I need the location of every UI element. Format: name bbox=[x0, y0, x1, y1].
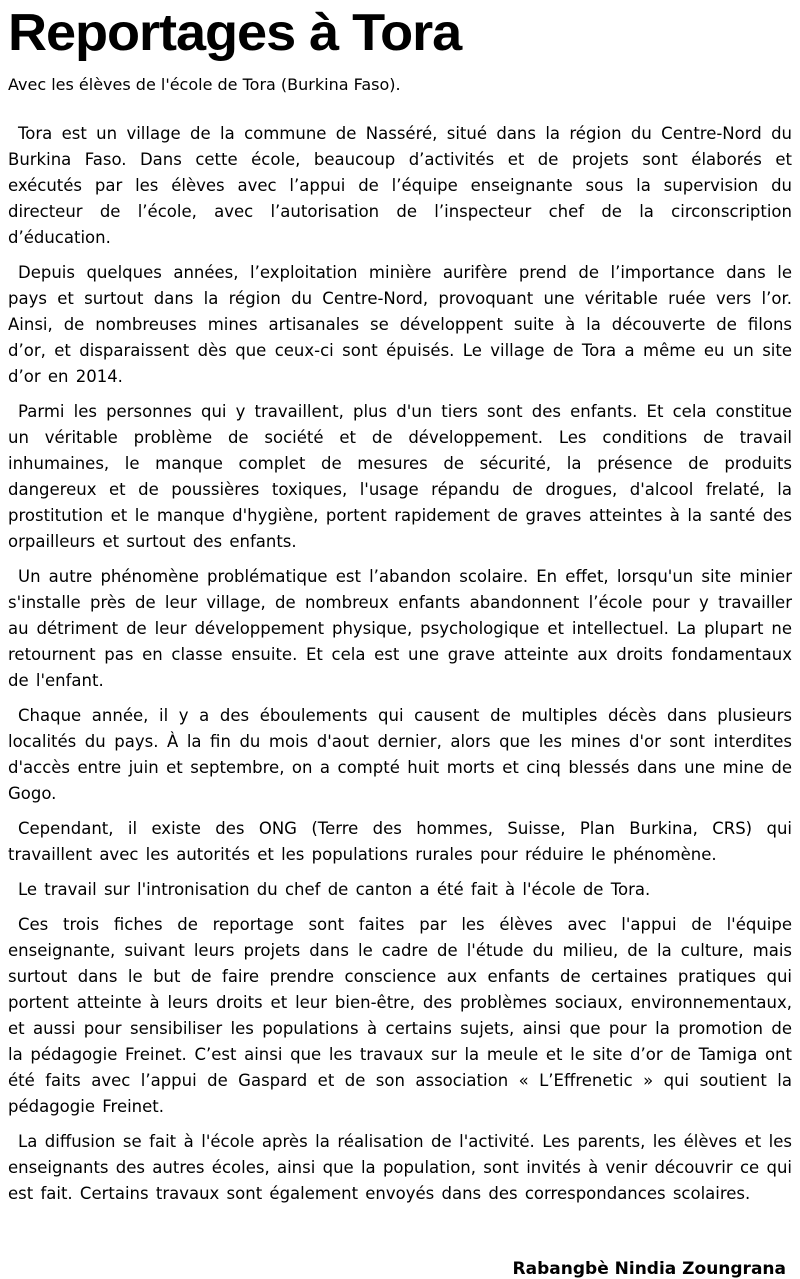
page-subtitle: Avec les élèves de l'école de Tora (Burkina Faso). bbox=[8, 74, 401, 94]
page-title: Reportages à Tora bbox=[8, 4, 462, 62]
paragraph-school-dropout: Un autre phénomène problématique est l’abandon scolaire. En effet, lorsqu'un site minier s'installe près de leur village, de nombreux enfants abandonnent l’école pour y travailler au détriment de leur développement physique, psychologique et intellectuel. La plupart ne retournent pas en classe ensuite. Et cela est une grave atteinte aux droits fondamentaux de l'enfant. bbox=[8, 567, 792, 691]
author-signature: Rabangbè Nindia Zoungrana bbox=[512, 1259, 786, 1279]
paragraph-diffusion: La diffusion se fait à l'école après la réalisation de l'activité. Les parents, les élèves et les enseignants des autres écoles, ainsi que la population, sont invités à venir découvrir ce qui est fait. Certains travaux sont également envoyés dans des correspondances scolaires. bbox=[8, 1132, 792, 1204]
paragraph-child-labor: Parmi les personnes qui y travaillent, plus d'un tiers sont des enfants. Et cela constitue un véritable problème de société et de développement. Les conditions de travail inhumaines, le manque complet de mesures de sécurité, la présence de produits dangereux et de poussières toxiques, l'usage répandu de drogues, d'alcool frelaté, la prostitution et le manque d'hygiène, portent rapidement de graves atteintes à la santé des orpailleurs et surtout des enfants. bbox=[8, 402, 792, 552]
paragraph-ngos: Cependant, il existe des ONG (Terre des hommes, Suisse, Plan Burkina, CRS) qui travaillent avec les autorités et les populations rurales pour réduire le phénomène. bbox=[8, 819, 792, 865]
document-body bbox=[8, 121, 792, 1207]
paragraph-chef-de-canton: Le travail sur l'intronisation du chef de canton a été fait à l'école de Tora. bbox=[18, 880, 651, 900]
paragraph-landslides: Chaque année, il y a des éboulements qui causent de multiples décès dans plusieurs localités du pays. À la fin du mois d'aout dernier, alors que les mines d'or sont interdites d'accès entre juin et septembre, on a compté huit morts et cinq blessés dans une mine de Gogo. bbox=[8, 706, 792, 804]
paragraph-intro-village: Tora est un village de la commune de Nasséré, situé dans la région du Centre-Nord du Burkina Faso. Dans cette école, beaucoup d’activités et de projets sont élaborés et exécutés par les élèves avec l’appui de l’équipe enseignante sous la supervision du directeur de l’école, avec l’autorisation de l’inspecteur chef de la circonscription d’éducation. bbox=[8, 124, 792, 248]
paragraph-fiches-reportage: Ces trois fiches de reportage sont faites par les élèves avec l'appui de l'équipe enseignante, suivant leurs projets dans le cadre de l'étude du milieu, de la culture, mais surtout dans le but de faire prendre conscience aux enfants de certaines pratiques qui portent atteinte à leurs droits et leur bien-être, des problèmes sociaux, environnementaux, et aussi pour sensibiliser les populations à certains sujets, ainsi que pour la promotion de la pédagogie Freinet. C’est ainsi que les travaux sur la meule et le site d’or de Tamiga ont été faits avec l’appui de Gaspard et de son association « L’Effrenetic » qui soutient la pédagogie Freinet. bbox=[8, 915, 792, 1117]
paragraph-gold-mining: Depuis quelques années, l’exploitation minière aurifère prend de l’importance dans le pays et surtout dans la région du Centre-Nord, provoquant une véritable ruée vers l’or. Ainsi, de nombreuses mines artisanales se développent suite à la découverte de filons d’or, et disparaissent dès que ceux-ci sont épuisés. Le village de Tora a même eu un site d’or en 2014. bbox=[8, 263, 792, 387]
